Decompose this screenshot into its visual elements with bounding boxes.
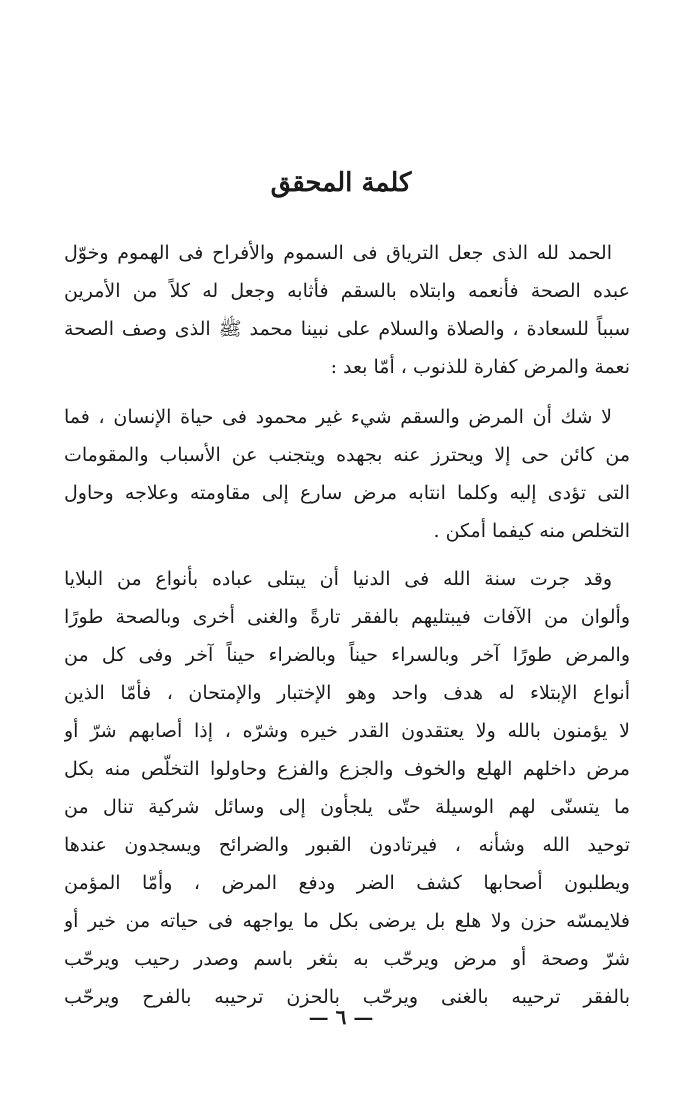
- text-line: فلايمسّه حزن ولا هلع بل يرضى بكل ما يواجهه فى حياته من خير أو: [64, 910, 630, 932]
- page-number: — ٦ —: [308, 1005, 374, 1029]
- text-line: ويطلبون أصحابها كشف الضر ودفع المرض ، وأمّا المؤمن: [64, 872, 630, 894]
- text-line: توحيد الله وشأنه ، فيرتادون القبور والضرائح ويسجدون عندها: [64, 834, 630, 856]
- text-line: الحمد لله الذى جعل الترياق فى السموم والأفراح فى الهموم وخوّل: [64, 242, 612, 264]
- text-line: وقد جرت سنة الله فى الدنيا أن يبتلى عباده بأنواع من البلايا: [64, 568, 612, 590]
- page-title: كلمة المحقق: [270, 168, 412, 198]
- text-line: التى تؤدى إليه وكلما انتابه مرض سارع إلى مقاومته وعلاجه وحاول: [64, 482, 630, 504]
- text-line: شرّ وصحة أو مرض ويرحّب به بثغر باسم وصدر رحيب ويرحّب: [64, 948, 630, 970]
- paragraph-intro: [64, 234, 630, 386]
- text-line: من كائن حى إلا ويحترز عنه بجهده ويتجنب عن الأسباب والمقومات: [64, 444, 630, 466]
- text-line: سبباً للسعادة ، والصلاة والسلام على نبينا محمد ﷺ الذى وصف الصحة: [64, 318, 630, 340]
- text-line: لا شك أن المرض والسقم شيء غير محمود فى حياة الإنسان ، فما: [64, 406, 612, 428]
- paragraph-illness: [64, 398, 630, 550]
- text-line: عبده الصحة فأنعمه وابتلاه بالسقم فأثابه وجعل له كلاً من الأمرين: [64, 280, 630, 302]
- text-line: لا يؤمنون بالله ولا يعتقدون القدر خيره وشرّه ، إذا أصابهم شرّ أو: [64, 720, 630, 742]
- text-line: أنواع الإبتلاء له هدف واحد وهو الإختبار والإمتحان ، فأمّا الذين: [64, 682, 630, 704]
- text-line: التخلص منه كيفما أمكن .: [433, 520, 630, 542]
- text-line: ما يتسنّى لهم الوسيلة حتّى يلجأون إلى وسائل شركية تنال من: [64, 796, 630, 818]
- text-line: وألوان من الآفات فيبتليهم بالفقر تارةً والغنى أخرى وبالصحة طورًا: [64, 606, 630, 628]
- text-line: مرض داخلهم الهلع والخوف والجزع والفزع وحاولوا التخلّص منه بكل: [64, 758, 630, 780]
- text-line: بالفقر ترحيبه بالغنى ويرحّب بالحزن ترحيبه بالفرح ويرحّب: [64, 986, 630, 1008]
- paragraph-trials: [64, 560, 630, 1016]
- text-line: والمرض طورًا آخر وبالسراء حيناً وبالضراء حيناً آخر وفى كل من: [64, 644, 630, 666]
- text-line: نعمة والمرض كفارة للذنوب ، أمّا بعد :: [330, 356, 630, 378]
